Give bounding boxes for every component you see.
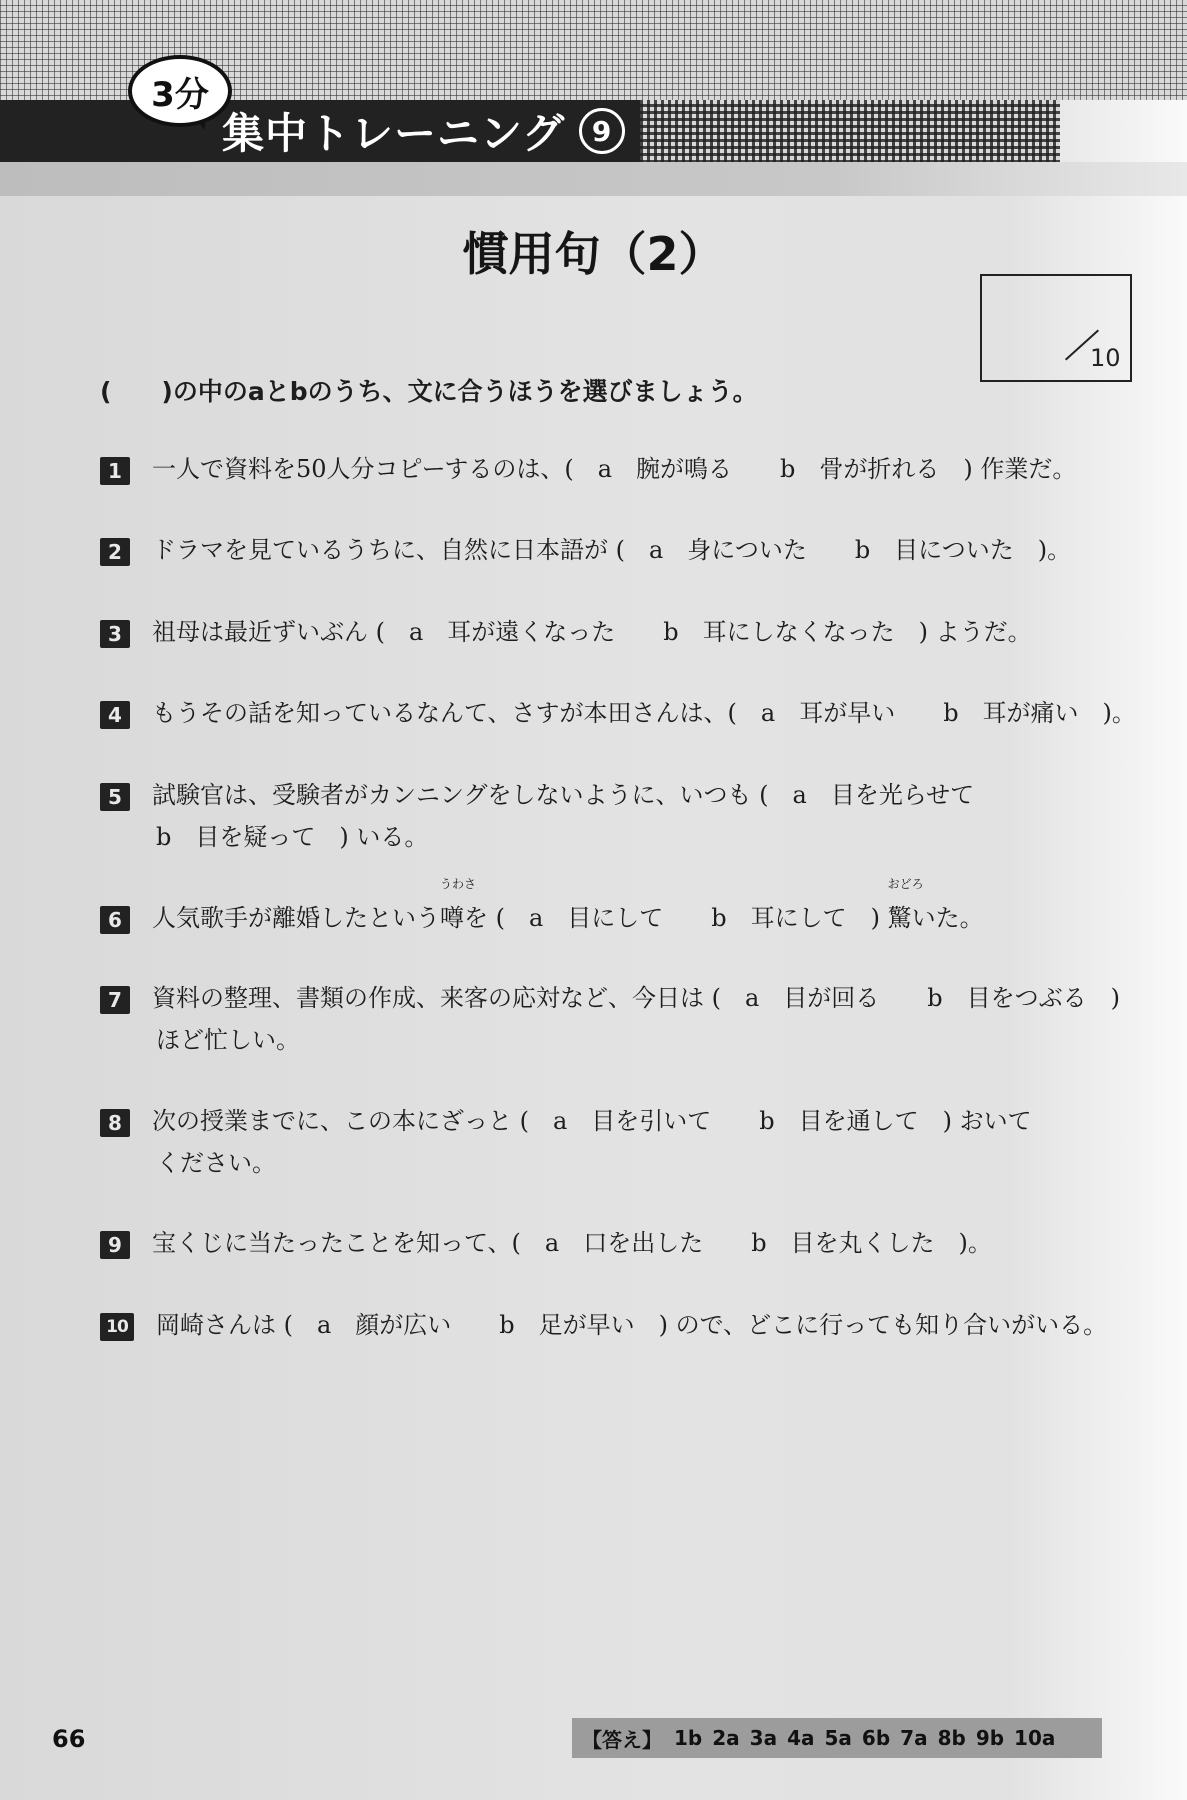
question-7 (100, 977, 1160, 1061)
question-4 (100, 692, 1160, 734)
question-5 (100, 774, 1160, 858)
question-text: 資料の整理、書類の作成、来客の応対など、今日は ( a 目が回る b 目をつぶる ) (152, 984, 1121, 1012)
question-text-continued: ほど忙しい。 (156, 1026, 300, 1054)
ruby-reading: おどろ (887, 877, 924, 891)
answer-label: 【答え】 (582, 1727, 662, 1752)
answer-key (572, 1718, 1102, 1758)
question-text: 宝くじに当たったことを知って、( a 口を出した b 目を丸くした )。 (152, 1229, 992, 1257)
section-title (222, 100, 625, 162)
question-number: 2 (100, 538, 130, 566)
answer-item: 4a (787, 1726, 815, 1750)
time-badge: 3分 (128, 55, 232, 127)
instruction: ( )の中のaとbのうち、文に合うほうを選びましょう。 (100, 377, 758, 406)
question-8 (100, 1100, 1160, 1184)
question-number: 3 (100, 620, 130, 648)
answer-item: 7a (900, 1726, 928, 1750)
ruby-word-rumor (440, 877, 477, 939)
question-text: 一人で資料を50人分コピーするのは、( a 腕が鳴る b 骨が折れる ) 作業だ。 (152, 455, 1077, 483)
question-2 (100, 529, 1160, 571)
answer-item: 3a (749, 1726, 778, 1750)
question-text: 祖母は最近ずいぶん ( a 耳が遠くなった b 耳にしなくなった ) ようだ。 (152, 618, 1032, 646)
question-number: 7 (100, 986, 130, 1014)
question-number: 9 (100, 1231, 130, 1259)
question-number: 6 (100, 906, 130, 934)
question-text-after: いた。 (911, 904, 984, 932)
question-text: もうその話を知っているなんて、さすが本田さんは、( a 耳が早い b 耳が痛い )。 (152, 699, 1136, 727)
question-text-middle: を ( a 目にして b 耳にして ) (464, 904, 888, 932)
answer-item: 5a (824, 1726, 852, 1750)
question-6 (100, 877, 1160, 939)
answer-item: 10a (1014, 1726, 1056, 1750)
section-number: 9 (579, 108, 625, 154)
question-3 (100, 611, 1160, 653)
answer-item: 6b (861, 1726, 891, 1750)
header-gray-band (0, 162, 1187, 196)
question-text-continued: ください。 (156, 1149, 276, 1177)
question-number: 5 (100, 783, 130, 811)
question-10 (100, 1304, 1160, 1346)
question-text: ドラマを見ているうちに、自然に日本語が ( a 身についた b 目についた )。 (152, 536, 1072, 564)
score-total: 10 (1090, 344, 1121, 372)
header-checker-pattern (640, 100, 1060, 162)
question-number: 4 (100, 701, 130, 729)
answer-item: 2a (712, 1726, 740, 1750)
question-text: 次の授業までに、この本にざっと ( a 目を引いて b 目を通して ) おいて (152, 1107, 1032, 1135)
answer-item: 8b (937, 1726, 966, 1750)
ruby-reading: うわさ (440, 877, 477, 891)
answer-item: 9b (975, 1726, 1005, 1750)
page-title: 慣用句（2） (462, 227, 725, 281)
question-text-continued: b 目を疑って ) いる。 (156, 823, 429, 851)
question-text: 岡崎さんは ( a 顔が広い b 足が早い ) ので、どこに行っても知り合いがいる。 (156, 1311, 1108, 1339)
section-title-text: 集中トレーニング (222, 109, 566, 158)
ruby-base: 驚 (887, 904, 912, 932)
ruby-word-surprise (887, 877, 924, 939)
question-number: 1 (100, 457, 130, 485)
question-number: 8 (100, 1109, 130, 1137)
answer-item: 1b (674, 1726, 703, 1750)
question-9 (100, 1222, 1160, 1264)
question-number: 10 (100, 1313, 134, 1341)
question-text: 試験官は、受験者がカンニングをしないように、いつも ( a 目を光らせて (152, 781, 975, 809)
question-text-before: 人気歌手が離婚したという (152, 904, 440, 932)
page-number: 66 (52, 1725, 86, 1753)
question-1 (100, 448, 1160, 490)
ruby-base: 噂 (440, 904, 464, 932)
